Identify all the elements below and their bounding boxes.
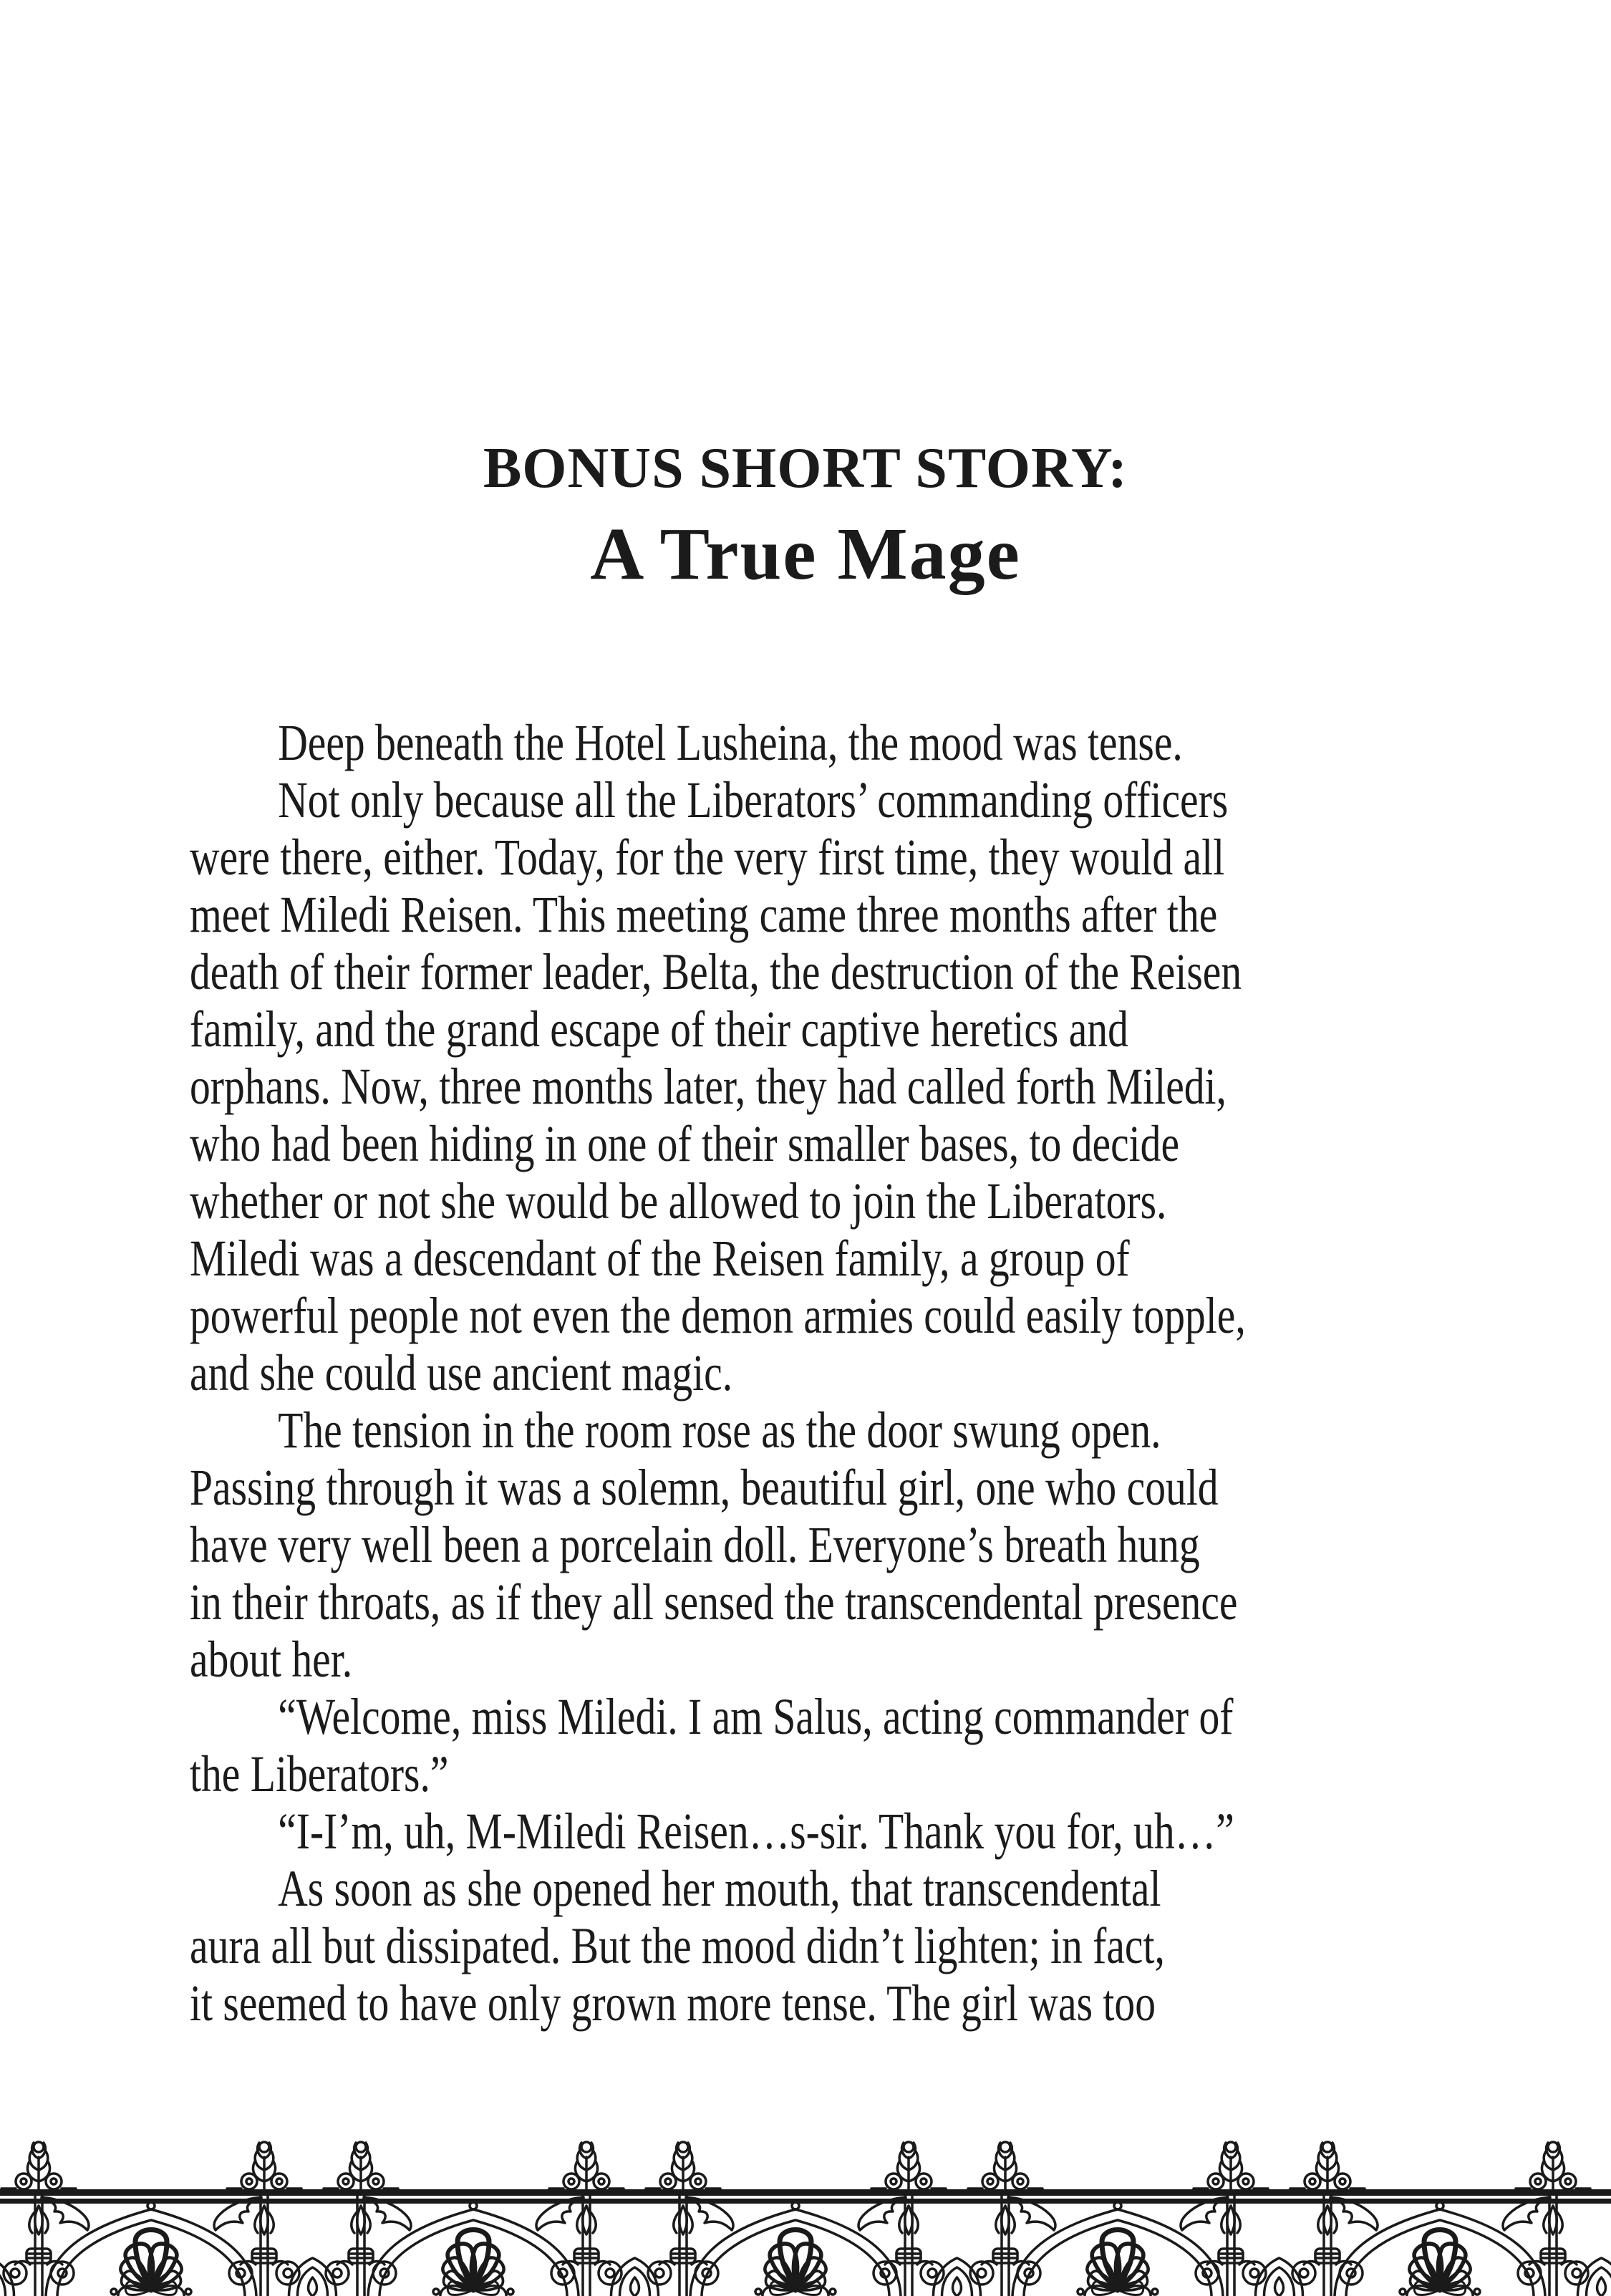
text-line: death of their former leader, Belta, the destruction of the Reisen: [190, 943, 1242, 1000]
text-line: who had been hiding in one of their smaller bases, to decide: [190, 1115, 1180, 1172]
text-line: The tension in the room rose as the door swung open.: [278, 1402, 1161, 1459]
text-line: whether or not she would be allowed to join the Liberators.: [190, 1172, 1167, 1230]
text-line: Miledi was a descendant of the Reisen family, a group of: [190, 1230, 1130, 1287]
text-line: it seemed to have only grown more tense. The girl was too: [190, 1974, 1156, 2032]
text-line: “Welcome, miss Miledi. I am Salus, acting commander of: [278, 1688, 1234, 1745]
ornamental-fence-border: [0, 2110, 1611, 2296]
text-line: were there, either. Today, for the very first time, they would all: [190, 829, 1225, 886]
text-line: As soon as she opened her mouth, that transcendental: [278, 1860, 1161, 1917]
text-line: orphans. Now, three months later, they had called forth Miledi,: [190, 1058, 1227, 1115]
fence-top-rail: [0, 2189, 1611, 2196]
text-line: meet Miledi Reisen. This meeting came three months after the: [190, 886, 1218, 943]
text-line: and she could use ancient magic.: [190, 1344, 733, 1402]
story-title: A True Mage: [590, 513, 1021, 595]
text-line: have very well been a porcelain doll. Everyone’s breath hung: [190, 1516, 1200, 1573]
text-line: aura all but dissipated. But the mood didn’t lighten; in fact,: [190, 1917, 1165, 1974]
story-kicker: BONUS SHORT STORY:: [483, 437, 1128, 500]
text-line: about her.: [190, 1631, 353, 1688]
text-line: Deep beneath the Hotel Lusheina, the mood was tense.: [278, 714, 1183, 771]
text-line: Passing through it was a solemn, beautiful girl, one who could: [190, 1459, 1219, 1516]
text-line: powerful people not even the demon armies could easily topple,: [190, 1287, 1246, 1344]
text-line: family, and the grand escape of their captive heretics and: [190, 1000, 1128, 1058]
text-line: “I-I’m, uh, M-Miledi Reisen…s-sir. Thank you for, uh…”: [278, 1803, 1234, 1860]
text-line: the Liberators.”: [190, 1745, 449, 1803]
text-line: Not only because all the Liberators’ commanding officers: [278, 771, 1229, 829]
text-line: in their throats, as if they all sensed the transcendental presence: [190, 1573, 1238, 1631]
story-body: [190, 714, 1564, 2032]
